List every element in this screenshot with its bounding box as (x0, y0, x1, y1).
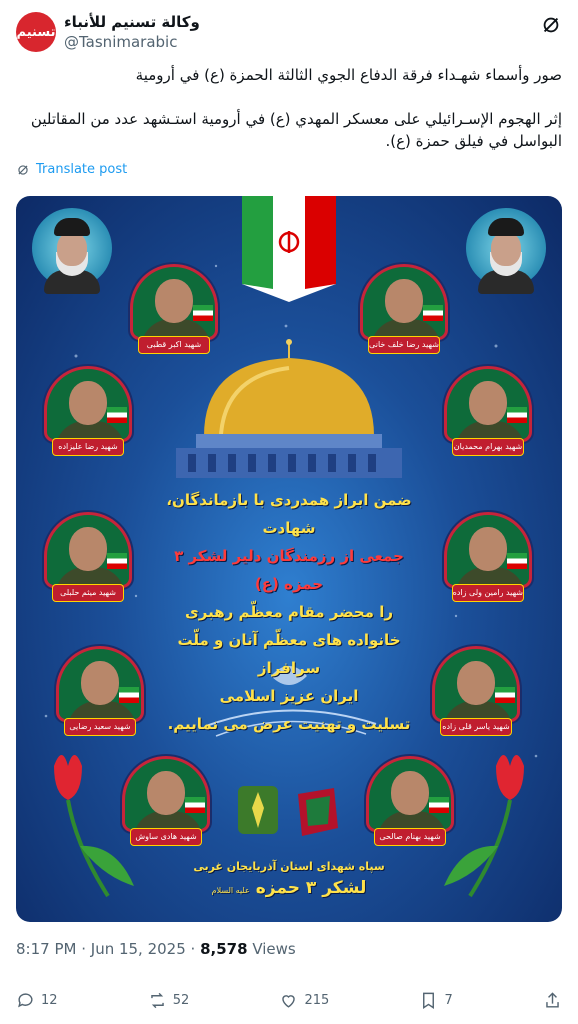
condolence-message (166, 486, 412, 738)
author-handle[interactable]: @Tasnimarabic (64, 33, 178, 51)
post-paragraph: إثر الهجوم الإسـرائيلي على معسكر المهدي (ع) في أرومية استـشهد عدد من المقاتلين البواسل في فيلق حمزة (ع). (30, 110, 562, 150)
views-label: Views (252, 940, 296, 958)
poster-footer-org: سپاه شهدای استان آذربایجان غربی (193, 860, 385, 873)
author-block (64, 12, 200, 52)
irgc-emblem (238, 786, 278, 834)
martyr-name-label: شهید بهرام محمدیان (452, 438, 524, 456)
reply-count: 12 (41, 992, 58, 1008)
like-button[interactable] (279, 991, 329, 1010)
share-button[interactable] (543, 991, 562, 1010)
iran-flag-banner (242, 196, 336, 302)
reply-icon (16, 991, 35, 1010)
bookmark-icon (419, 991, 438, 1010)
post-paragraph: صور وأسماء شهـداء فرقة الدفاع الجوي الثالثة الحمزة (ع) في أرومية (135, 66, 562, 84)
martyr-name-label: شهید هادی ساوش (130, 828, 202, 846)
message-line: ایران عزیز اسلامی (219, 687, 359, 705)
share-icon (543, 991, 562, 1010)
bookmark-button[interactable] (419, 991, 452, 1010)
leader-portrait-left (32, 208, 112, 298)
views-count: 8,578 (200, 940, 248, 958)
martyr-name-label: شهید اکبر قطبی (138, 336, 210, 354)
martyr-name-label: شهید بهنام صالحی (374, 828, 446, 846)
post-date[interactable]: Jun 15, 2025 (90, 940, 186, 958)
martyr-name-label: شهید رضا خلف خانی (368, 336, 440, 354)
repost-icon (148, 991, 167, 1010)
martyr-frame (366, 756, 454, 848)
message-line: ضمن ابراز همدردی با بازماندگان، شهادت (166, 491, 412, 537)
reply-button[interactable] (16, 991, 58, 1010)
martyr-frame (122, 756, 210, 848)
tulip-right (444, 755, 524, 896)
post-meta: 8:17 PM · Jun 15, 2025 · 8,578 Views (16, 940, 296, 958)
avatar[interactable]: تسنيم (16, 12, 56, 52)
author-display-name[interactable]: وكالة تسنيم للأنباء (64, 13, 200, 31)
martyr-name-label: شهید رضا علیزاده (52, 438, 124, 456)
post-image[interactable] (16, 196, 562, 922)
martyr-frame (444, 366, 532, 458)
martyr-name-label: شهید یاسر قلی زاده (440, 718, 512, 736)
division-name: لشکر ۳ حمزه (255, 878, 367, 898)
leader-portrait-right (466, 208, 546, 298)
action-bar (16, 988, 562, 1012)
message-line: را محضر مقام معظّم رهبری (185, 603, 393, 621)
martyr-frame (130, 264, 218, 356)
martyr-name-label: شهید سعید رضایی (64, 718, 136, 736)
post-time[interactable]: 8:17 PM (16, 940, 77, 958)
message-line: تسلیت و تهنیت عرض می نماییم. (167, 715, 411, 733)
post-header (16, 12, 562, 52)
translate-label[interactable]: Translate post (36, 162, 128, 177)
dome-illustration (176, 339, 402, 478)
repost-count: 52 (172, 992, 190, 1008)
like-count: 215 (304, 992, 330, 1008)
martyr-frame (432, 646, 520, 738)
translate-post-link[interactable] (16, 162, 127, 177)
martyr-frame (360, 264, 448, 356)
martyr-name-label: شهید رامین ولی زاده (452, 584, 524, 602)
martyr-name-label: شهید میثم حلبلی (52, 584, 124, 602)
martyrs-foundation-emblem (298, 788, 338, 836)
division-suffix: علیه السلام (211, 886, 250, 895)
post-text (16, 64, 562, 174)
martyr-frame (44, 366, 132, 458)
martyr-frame (44, 512, 132, 604)
bookmark-count: 7 (444, 992, 453, 1008)
message-line: خانواده های معظّم آنان و ملّت سرافراز (177, 631, 401, 677)
martyr-frame (56, 646, 144, 738)
heart-icon (279, 991, 298, 1010)
martyr-frame (444, 512, 532, 604)
message-line: جمعی از رزمندگان دلیر لشکر ۳ حمزه (ع) (174, 547, 404, 593)
translate-icon (16, 163, 30, 177)
grok-icon[interactable] (540, 14, 562, 36)
poster-footer-division (166, 878, 412, 898)
repost-button[interactable] (148, 991, 190, 1010)
